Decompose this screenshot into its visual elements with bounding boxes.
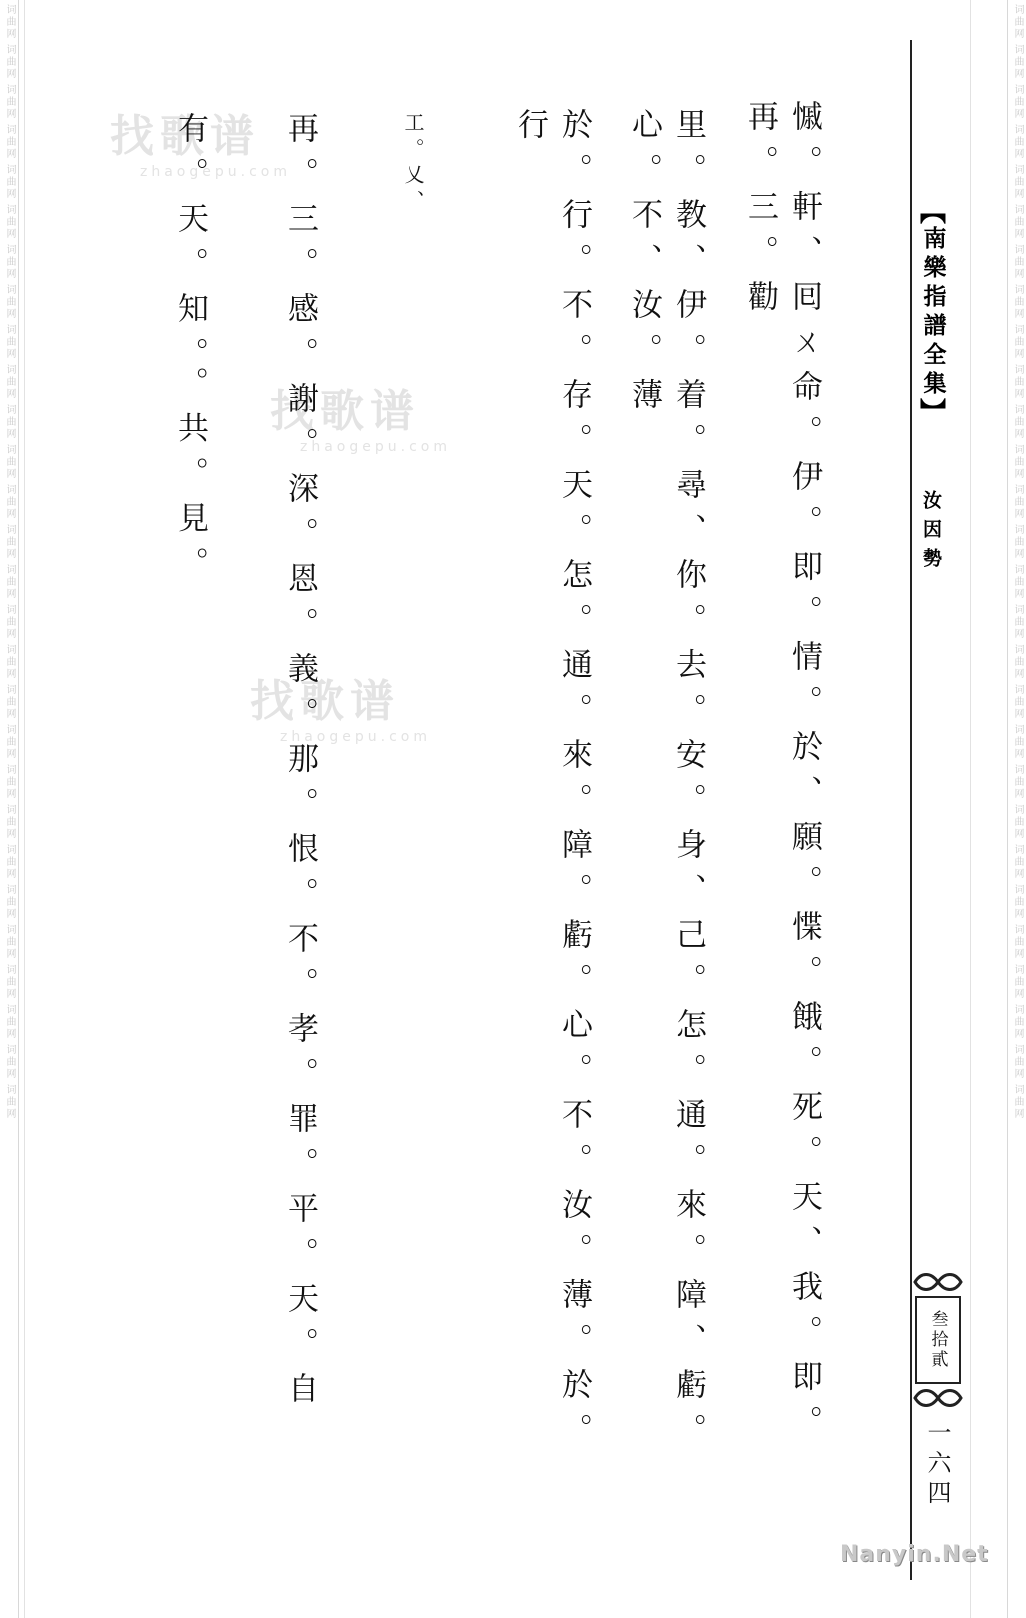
watermark-site-url: zhaogepu.com (280, 729, 431, 745)
watermark-site-name: 找歌谱 (250, 676, 400, 727)
strip-watermark-text: 词曲网 (4, 844, 15, 880)
strip-watermark-text: 词曲网 (1012, 644, 1023, 680)
strip-watermark-text: 词曲网 (4, 124, 15, 160)
strip-watermark-text: 词曲网 (1012, 324, 1023, 360)
watermark-site-name: 找歌谱 (110, 111, 260, 162)
strip-watermark-text: 词曲网 (4, 804, 15, 840)
section-seal (911, 1270, 965, 1410)
strip-watermark-text: 词曲网 (1012, 244, 1023, 280)
strip-watermark-text: 词曲网 (1012, 84, 1023, 120)
strip-watermark-text: 词曲网 (4, 884, 15, 920)
strip-watermark-text: 词曲网 (4, 1004, 15, 1040)
strip-watermark-text: 词曲网 (4, 524, 15, 560)
strip-watermark-text: 词曲网 (1012, 164, 1023, 200)
strip-watermark-text: 词曲网 (1012, 564, 1023, 600)
strip-watermark-text: 词曲网 (4, 44, 15, 80)
strip-watermark-text: 词曲网 (4, 964, 15, 1000)
strip-watermark-text: 词曲网 (1012, 964, 1023, 1000)
watermark-site-url: zhaogepu.com (300, 439, 451, 455)
strip-watermark-text: 词曲网 (4, 924, 15, 960)
right-watermark-strip (1007, 0, 1026, 1618)
knot-ornament-icon (911, 1386, 965, 1410)
strip-watermark-text: 词曲网 (4, 4, 15, 40)
strip-watermark-text: 词曲网 (4, 324, 15, 360)
strip-watermark-text: 词曲网 (1012, 1084, 1023, 1120)
site-watermark-logo: Nanyin.Net (840, 1542, 989, 1567)
strip-watermark-text: 词曲网 (4, 644, 15, 680)
strip-watermark-text: 词曲网 (1012, 804, 1023, 840)
strip-watermark-text: 词曲网 (1012, 524, 1023, 560)
strip-watermark-text: 词曲网 (4, 444, 15, 480)
strip-watermark-text: 词曲网 (1012, 444, 1023, 480)
strip-watermark-text: 词曲网 (4, 484, 15, 520)
strip-watermark-text: 词曲网 (4, 364, 15, 400)
strip-watermark-text: 词曲网 (4, 1044, 15, 1080)
strip-watermark-text: 词曲网 (4, 1084, 15, 1120)
book-title: 南樂指譜全集 (919, 226, 946, 400)
strip-watermark-text: 词曲网 (4, 684, 15, 720)
bracket-close-icon: ︼ (919, 398, 946, 428)
watermark-site-name: 找歌谱 (270, 386, 420, 437)
strip-watermark-text: 词曲网 (1012, 44, 1023, 80)
page-number: 一六四 (923, 1420, 951, 1510)
left-edge-line (24, 0, 25, 1618)
notation-column-3: 於。行。不。存。天。怎。通。來。障。虧。心。不。汝。薄。於。行 (512, 108, 592, 1458)
strip-watermark-text: 词曲网 (1012, 4, 1023, 40)
left-watermark-strip (0, 0, 19, 1618)
notation-column-6: 有。天。知。。共。見。 (172, 112, 208, 592)
strip-watermark-text: 词曲网 (4, 164, 15, 200)
strip-watermark-text: 词曲网 (1012, 604, 1023, 640)
strip-watermark-text: 词曲网 (4, 204, 15, 240)
book-title-block (912, 200, 954, 440)
strip-watermark-text: 词曲网 (1012, 684, 1023, 720)
strip-watermark-text: 词曲网 (1012, 1044, 1023, 1080)
notation-column-5: 再。三。感。謝。深。恩。義。那。恨。不。孝。罪。平。天。自 (282, 112, 318, 1417)
watermark-site-url: zhaogepu.com (140, 164, 291, 180)
section-label: 叁拾貳 (927, 1310, 948, 1370)
strip-watermark-text: 词曲网 (1012, 124, 1023, 160)
strip-watermark-text: 词曲网 (1012, 484, 1023, 520)
strip-watermark-text: 词曲网 (1012, 1004, 1023, 1040)
bracket-open-icon: ︻ (919, 198, 946, 228)
strip-watermark-text: 词曲网 (1012, 284, 1023, 320)
strip-watermark-text: 词曲网 (1012, 404, 1023, 440)
strip-watermark-text: 词曲网 (4, 724, 15, 760)
strip-watermark-text: 词曲网 (1012, 884, 1023, 920)
strip-watermark-text: 词曲网 (1012, 364, 1023, 400)
knot-ornament-icon (911, 1270, 965, 1294)
strip-watermark-text: 词曲网 (1012, 724, 1023, 760)
strip-watermark-text: 词曲网 (4, 404, 15, 440)
notation-column-4: 工。乂、 (401, 112, 425, 216)
strip-watermark-text: 词曲网 (1012, 844, 1023, 880)
section-label-box (915, 1296, 961, 1384)
right-edge-line (970, 0, 971, 1618)
strip-watermark-text: 词曲网 (1012, 924, 1023, 960)
strip-watermark-text: 词曲网 (1012, 204, 1023, 240)
strip-watermark-text: 词曲网 (1012, 764, 1023, 800)
piece-title: 汝因勢 (920, 490, 942, 577)
strip-watermark-text: 词曲网 (4, 84, 15, 120)
strip-watermark-text: 词曲网 (4, 284, 15, 320)
notation-column-2: 里。教、伊。着。尋、你。去。安。身、己。怎。通。來。障、虧。心。不、汝。薄 (626, 108, 706, 1458)
strip-watermark-text: 词曲网 (4, 604, 15, 640)
strip-watermark-text: 词曲网 (4, 564, 15, 600)
strip-watermark-text: 词曲网 (4, 244, 15, 280)
strip-watermark-text: 词曲网 (4, 764, 15, 800)
notation-column-1: 慽。軒、囘ㄨ命。伊。即。情。於、願。惵。餓。死。天、我。即。再。三。勸 (742, 100, 822, 1450)
